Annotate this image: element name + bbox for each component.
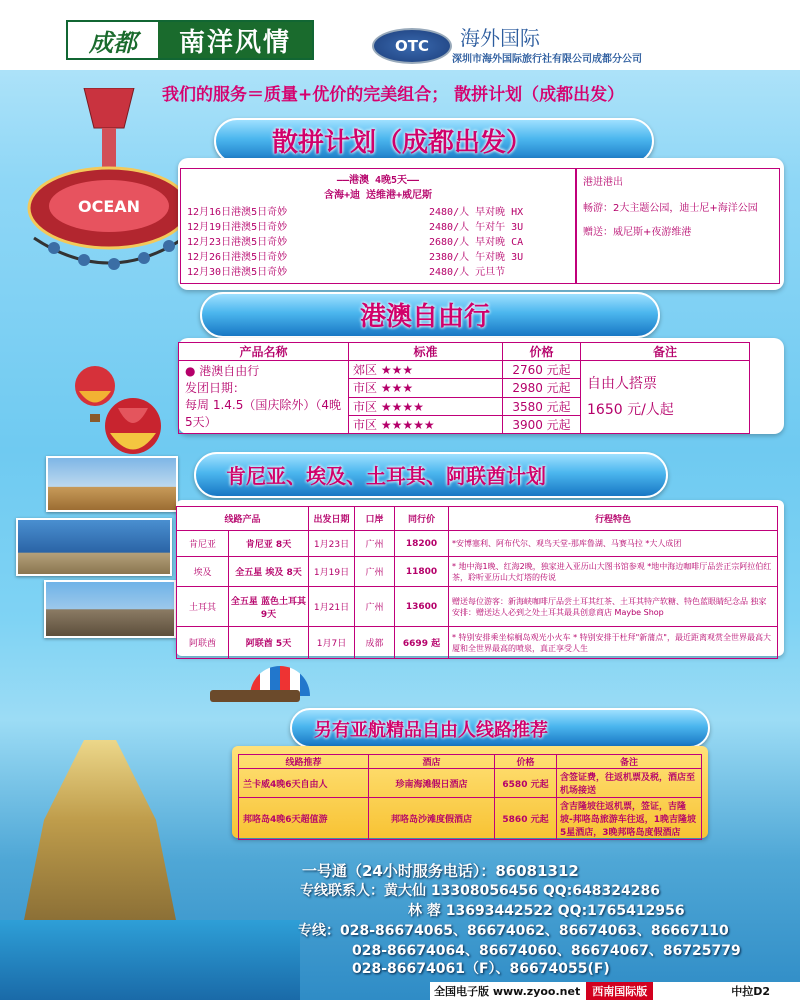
col-price: 价格 — [495, 755, 557, 769]
row-price: 2680/人 早对晚 CA — [429, 237, 524, 248]
section1-side3: 赠送：威尼斯+夜游维港 — [583, 227, 692, 238]
row-date: 12月19日港澳5日奇妙 — [187, 222, 288, 233]
hotline: 一号通（24小时服务电话）：86081312 — [302, 862, 579, 880]
logo-right-text: 南洋风情 — [158, 22, 312, 58]
footer-badge: 西南国际版 — [586, 982, 653, 1000]
port: 广州 — [355, 587, 395, 627]
table-row — [239, 769, 702, 798]
country: 埃及 — [177, 557, 229, 587]
std-area: 市区 — [353, 417, 378, 432]
country: 阿联酋 — [177, 627, 229, 659]
price: 6699 起 — [395, 627, 449, 659]
price: 11800 — [395, 557, 449, 587]
col-note: 备注 — [581, 343, 750, 361]
product: 阿联酋 5天 — [229, 627, 309, 659]
date: 1月21日 — [309, 587, 355, 627]
table-row — [177, 627, 778, 659]
section1-row — [187, 218, 569, 233]
row-date: 12月16日港澳5日奇妙 — [187, 207, 288, 218]
port: 广州 — [355, 557, 395, 587]
pyramids-photo — [46, 456, 178, 512]
section1-subtitle2: 含海+迪 送维港+威尼斯 — [323, 190, 433, 201]
col-standard: 标准 — [349, 343, 503, 361]
col-hotel: 酒店 — [369, 755, 495, 769]
std-stars: ★★★ — [380, 363, 414, 378]
note: 含签证费，往返机票及税，酒店至机场接送 — [557, 769, 702, 798]
col-date: 出发日期 — [309, 507, 355, 531]
port: 广州 — [355, 531, 395, 557]
col-price: 价格 — [503, 343, 581, 361]
col-route: 线路推荐 — [239, 755, 369, 769]
section2-panel — [178, 338, 784, 434]
col-note: 备注 — [557, 755, 702, 769]
price: 5860 元起 — [495, 798, 557, 840]
brand-logo — [66, 20, 314, 60]
product: 肯尼亚 8天 — [229, 531, 309, 557]
footer-bar — [430, 982, 800, 1000]
std-area: 市区 — [353, 381, 378, 396]
contact-line1: 专线联系人：黄大仙 13308056456 QQ:648324286 — [300, 883, 660, 899]
feature: * 特别安排乘坐棕榈岛观光小火车 * 特别安排于杜拜"新蒲点"，最近距离观赏全世界最高大厦和全世界最高的喷泉，真正享受人生 — [449, 627, 778, 659]
col-feature: 行程特色 — [449, 507, 778, 531]
date: 1月7日 — [309, 627, 355, 659]
row-date: 12月30日港澳5日奇妙 — [187, 267, 288, 278]
row-price: 2480/人 元旦节 — [429, 267, 506, 278]
slogan: 我们的服务＝质量+优价的完美组合； 散拼计划（成都出发） — [162, 85, 625, 105]
section1-row — [187, 233, 569, 248]
table-row — [239, 798, 702, 840]
section1-side1: 港进港出 — [583, 177, 623, 188]
otc-badge: OTC — [372, 28, 452, 64]
date: 1月19日 — [309, 557, 355, 587]
hotel: 邦咯岛沙滩度假酒店 — [369, 798, 495, 840]
price-cell: 2760 元起 — [503, 361, 581, 379]
logo-left-text: 成都 — [68, 22, 158, 58]
price-cell: 3900 元起 — [503, 415, 581, 433]
table-row — [177, 587, 778, 627]
contact-line4: 028-86674064、86674060、86674067、86725779 — [352, 943, 741, 959]
price-cell: 3580 元起 — [503, 397, 581, 415]
footer-left: 全国电子版 www.zyoo.net — [434, 985, 581, 998]
contact-line5: 028-86674061（F）、86674055(F) — [352, 961, 610, 977]
row-price: 2380/人 午对晚 3U — [429, 252, 524, 263]
section1-title: 散拼计划（成都出发） — [272, 128, 533, 158]
statue-photo — [44, 580, 176, 638]
section1-panel — [178, 158, 784, 290]
section3-panel — [176, 500, 784, 656]
row-price: 2480/人 早对晚 HX — [429, 207, 524, 218]
table-row — [177, 557, 778, 587]
col-price: 同行价 — [395, 507, 449, 531]
coast-photo — [16, 518, 172, 576]
feature: *安博塞利、阿布代尔、观鸟天堂-那库鲁湖、马赛马拉 *大人成团 — [449, 531, 778, 557]
hotel: 珍南海滩假日酒店 — [369, 769, 495, 798]
section1-row — [187, 248, 569, 263]
col-product-name: 产品名称 — [179, 343, 349, 361]
route: 邦咯岛4晚6天超值游 — [239, 798, 369, 840]
depart-label: 发团日期： — [185, 381, 246, 395]
company-full-name: 深圳市海外国际旅行社有限公司成都分公司 — [452, 54, 642, 65]
col-port: 口岸 — [355, 507, 395, 531]
std-stars: ★★★★ — [380, 399, 424, 414]
product: 全五星 埃及 8天 — [229, 557, 309, 587]
table-row — [177, 531, 778, 557]
row-date: 12月26日港澳5日奇妙 — [187, 252, 288, 263]
depart-detail: 每周 1.4.5（国庆除外）（4晚5天） — [185, 398, 341, 429]
col-route: 线路产品 — [177, 507, 309, 531]
section1-subtitle1: ——港澳 4晚5天—— — [336, 175, 420, 186]
pool-illustration — [0, 920, 300, 1000]
std-stars: ★★★ — [380, 381, 414, 396]
company-name: 海外国际 — [460, 26, 540, 50]
svg-text:OCEAN: OCEAN — [77, 197, 141, 216]
port: 成都 — [355, 627, 395, 659]
std-area: 郊区 — [353, 363, 378, 378]
section4-panel — [232, 746, 708, 838]
row-date: 12月23日港澳5日奇妙 — [187, 237, 288, 248]
price-cell: 2980 元起 — [503, 379, 581, 397]
section1-side2: 畅游：2大主题公园，迪士尼+海洋公园 — [583, 203, 758, 214]
std-stars: ★★★★★ — [380, 417, 435, 432]
feature: * 地中海1晚、红海2晚，独家进入亚历山大图书馆参观 *地中海边咖啡厅品尝正宗阿拉伯红茶，聆听亚历山大灯塔的传说 — [449, 557, 778, 587]
row-price: 2480/人 午对午 3U — [429, 222, 524, 233]
footer-right: 中拉D2 — [731, 985, 770, 998]
price: 18200 — [395, 531, 449, 557]
section1-row — [187, 263, 569, 278]
beach-chair-icon — [210, 690, 300, 702]
ride-illustration — [14, 88, 192, 288]
product-name: ● 港澳自由行 — [185, 364, 260, 378]
section2-title: 港澳自由行 — [360, 302, 491, 332]
note-line2: 1650 元/人起 — [587, 402, 674, 418]
std-area: 市区 — [353, 399, 378, 414]
section4-title: 另有亚航精品自由人线路推荐 — [314, 720, 548, 741]
section1-row — [187, 203, 569, 218]
date: 1月23日 — [309, 531, 355, 557]
note-line1: 自由人搭票 — [587, 376, 657, 392]
country: 肯尼亚 — [177, 531, 229, 557]
price: 6580 元起 — [495, 769, 557, 798]
route: 兰卡威4晚6天自由人 — [239, 769, 369, 798]
contact-line3: 专线：028-86674065、86674062、86674063、86667110 — [298, 923, 729, 939]
note: 含吉隆坡往返机票，签证，吉隆坡-邦咯岛旅游车往返，1晚吉隆坡5星酒店，3晚邦咯岛度假酒店 — [557, 798, 702, 840]
country: 土耳其 — [177, 587, 229, 627]
section3-title: 肯尼亚、埃及、土耳其、阿联酋计划 — [226, 464, 546, 488]
price: 13600 — [395, 587, 449, 627]
product: 全五星 蓝色土耳其 9天 — [229, 587, 309, 627]
contact-line2: 林 蓉 13693442522 QQ:1765412956 — [408, 903, 685, 919]
feature: 赠送每位游客：新海峡咖啡厅品尝土耳其红茶、土耳其特产软糖、特色蓝眼睛纪念品 独家安排：赠送达人必到之处土耳其最具创意商店 Maybe Shop — [449, 587, 778, 627]
